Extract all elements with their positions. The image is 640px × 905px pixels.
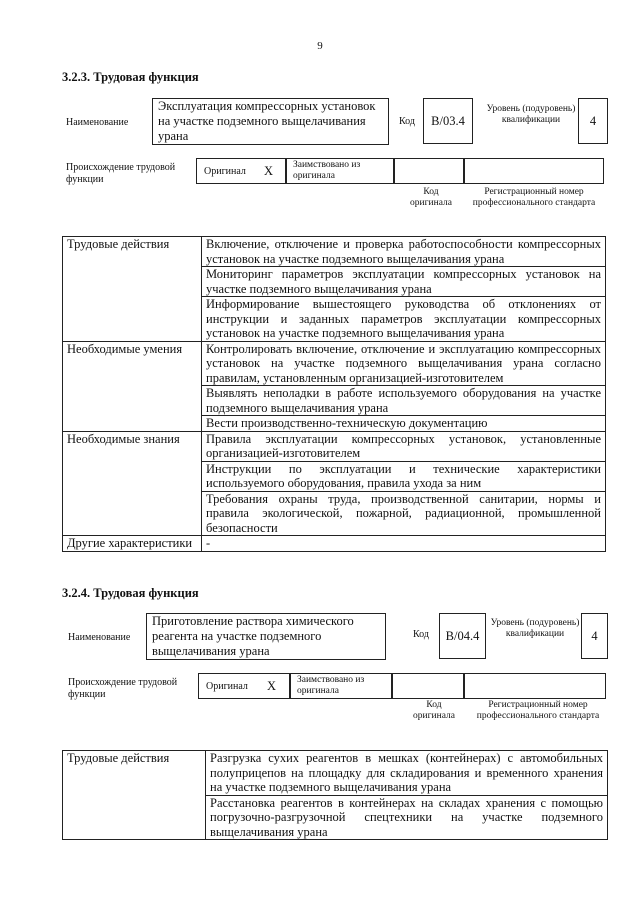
code-original-label: Код оригинала: [413, 700, 455, 721]
function-code: В/03.4: [423, 98, 473, 144]
name-label: Наименование: [68, 632, 131, 643]
borrowed-cell: Заимствовано из оригинала: [286, 158, 394, 184]
row-header: Необходимые знания: [63, 431, 202, 536]
table-cell: Инструкции по эксплуатации и технические характеристики используемого оборудования, правила ухода за ним: [202, 461, 606, 491]
original-label: Оригинал: [204, 166, 246, 177]
table-row: [63, 431, 606, 461]
code-label: Код: [399, 116, 415, 127]
function-name: Эксплуатация компрессорных установок на участке подземного выщелачивания урана: [152, 98, 389, 145]
table-cell: Требования охраны труда, производственной санитарии, нормы и правила экологической, пожарной, радиационной, промышленной безопасности: [202, 491, 606, 536]
name-label: Наименование: [66, 117, 129, 128]
code-label: Код: [413, 629, 429, 640]
code-original-label: Код оригинала: [410, 187, 452, 208]
qualification-level: 4: [578, 98, 608, 144]
level-label: Уровень (подуровень) квалификации: [486, 104, 576, 125]
function-table-3-2-4: [62, 750, 608, 840]
table-row: [63, 536, 606, 552]
table-row: [63, 751, 608, 796]
original-label: Оригинал: [206, 681, 248, 692]
row-header: Необходимые умения: [63, 341, 202, 431]
reg-number-cell: [464, 158, 604, 184]
table-cell: Информирование вышестоящего руководства об отклонениях от инструкции и заданных параметров эксплуатации компрессорных установок на участке подземного выщелачивания урана: [202, 297, 606, 342]
origin-label: Происхождение трудовой функции: [66, 162, 176, 185]
section-title-3-2-4: 3.2.4. Трудовая функция: [62, 586, 199, 600]
table-cell: Правила эксплуатации компрессорных установок, установленные организацией-изготовителем: [202, 431, 606, 461]
function-table-3-2-3: [62, 236, 606, 552]
code-original-cell: [394, 158, 464, 184]
reg-number-label: Регистрационный номер профессионального стандарта: [476, 700, 600, 721]
row-header: Трудовые действия: [63, 237, 202, 342]
table-cell: Расстановка реагентов в контейнерах на складах хранения с помощью погрузочно-разгрузочной спецтехники на участке подземного выщелачивания урана: [206, 795, 608, 840]
table-cell: Выявлять неполадки в работе используемого оборудования на участке подземного выщелачивания урана: [202, 386, 606, 416]
origin-label: Происхождение трудовой функции: [68, 677, 178, 700]
original-cell: [196, 158, 286, 184]
code-original-cell: [392, 673, 464, 699]
page-number: 9: [317, 40, 323, 52]
section-title-3-2-3: 3.2.3. Трудовая функция: [62, 70, 199, 84]
row-header: Трудовые действия: [63, 751, 206, 840]
row-header: Другие характеристики: [63, 536, 202, 552]
original-mark: X: [264, 164, 274, 178]
reg-number-cell: [464, 673, 606, 699]
function-code: В/04.4: [439, 613, 486, 659]
table-cell: Включение, отключение и проверка работоспособности компрессорных установок на участке подземного выщелачивания урана: [202, 237, 606, 267]
table-cell: Контролировать включение, отключение и эксплуатацию компрессорных установок на участке подземного выщелачивания урана согласно правилам, установленным организацией-изготовителем: [202, 341, 606, 386]
function-name: Приготовление раствора химического реагента на участке подземного выщелачивания урана: [146, 613, 386, 660]
table-cell: Вести производственно-техническую документацию: [202, 416, 606, 432]
table-cell: -: [202, 536, 606, 552]
level-label: Уровень (подуровень) квалификации: [490, 618, 580, 639]
table-cell: Разгрузка сухих реагентов в мешках (контейнерах) с автомобильных полуприцепов на площадку для складирования и временного хранения на участке подземного выщелачивания урана: [206, 751, 608, 796]
original-cell: [198, 673, 290, 699]
original-mark: X: [267, 679, 277, 693]
table-row: [63, 341, 606, 386]
reg-number-label: Регистрационный номер профессионального стандарта: [472, 187, 596, 208]
table-row: [63, 237, 606, 267]
table-cell: Мониторинг параметров эксплуатации компрессорных установок на участке подземного выщелачивания урана: [202, 267, 606, 297]
qualification-level: 4: [581, 613, 608, 659]
borrowed-cell: Заимствовано из оригинала: [290, 673, 392, 699]
